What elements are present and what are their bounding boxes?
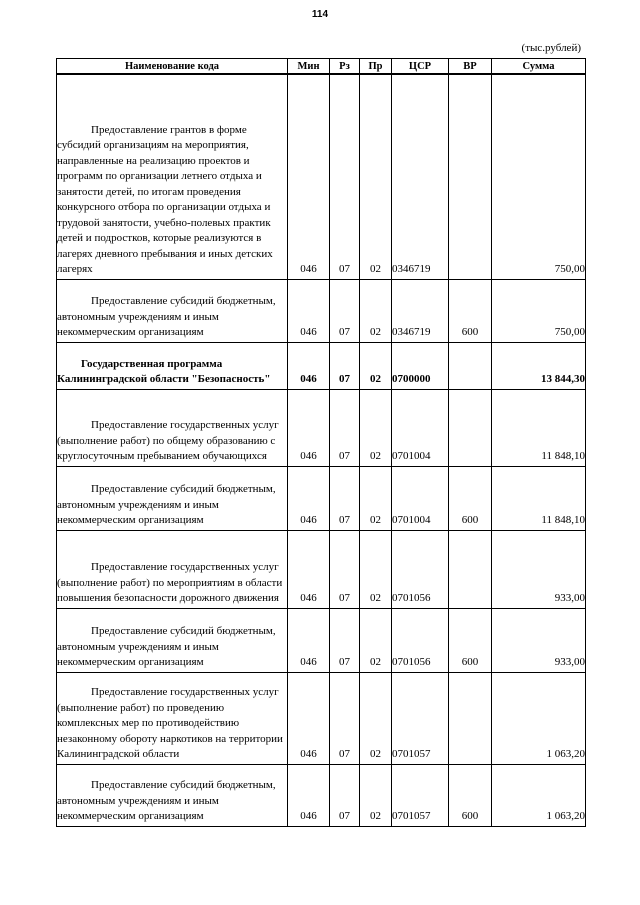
table-row [57, 672, 586, 764]
row-rz: 07 [330, 342, 360, 389]
table-row [57, 764, 586, 826]
row-rz: 07 [330, 389, 360, 466]
row-vr [449, 342, 492, 389]
table-row-program [57, 342, 586, 389]
row-vr: 600 [449, 466, 492, 530]
row-name-text: Предоставление субсидий бюджетным, автономным учреждениям и иным некоммерческим организациям [57, 779, 276, 822]
row-name [57, 672, 288, 764]
row-min: 046 [288, 279, 330, 342]
row-pr: 02 [360, 74, 392, 279]
row-min: 046 [288, 74, 330, 279]
table-row [57, 530, 586, 608]
header-vr: ВР [449, 59, 492, 75]
row-pr: 02 [360, 608, 392, 672]
row-name [57, 342, 288, 389]
row-rz: 07 [330, 764, 360, 826]
row-pr: 02 [360, 672, 392, 764]
row-rz: 07 [330, 466, 360, 530]
header-rz: Рз [330, 59, 360, 75]
row-name [57, 466, 288, 530]
row-name-text: Предоставление субсидий бюджетным, автономным учреждениям и иным некоммерческим организациям [57, 295, 276, 338]
table-row [57, 389, 586, 466]
row-name [57, 764, 288, 826]
row-pr: 02 [360, 466, 392, 530]
row-vr [449, 530, 492, 608]
row-vr [449, 74, 492, 279]
table-header-row [57, 59, 586, 75]
row-name [57, 608, 288, 672]
row-min: 046 [288, 466, 330, 530]
row-vr [449, 389, 492, 466]
row-sum: 1 063,20 [492, 672, 586, 764]
row-pr: 02 [360, 279, 392, 342]
row-name-text: Предоставление субсидий бюджетным, автономным учреждениям и иным некоммерческим организациям [57, 625, 276, 668]
header-sum: Сумма [492, 59, 586, 75]
row-name [57, 279, 288, 342]
row-sum: 1 063,20 [492, 764, 586, 826]
row-pr: 02 [360, 764, 392, 826]
row-sum: 11 848,10 [492, 389, 586, 466]
row-name-text: Предоставление государственных услуг (выполнение работ) по мероприятиям в области повышения безопасности дорожного движения [57, 561, 283, 604]
row-name [57, 74, 288, 279]
row-vr: 600 [449, 608, 492, 672]
row-name-text: Предоставление государственных услуг (выполнение работ) по общему образованию с круглосуточным пребыванием обучающихся [57, 419, 279, 462]
row-vr: 600 [449, 279, 492, 342]
row-sum: 933,00 [492, 608, 586, 672]
page-number: 114 [311, 9, 329, 20]
row-min: 046 [288, 530, 330, 608]
header-min: Мин [288, 59, 330, 75]
row-name-text: Предоставление государственных услуг (выполнение работ) по проведению комплексных мер по противодействию незаконному обороту наркотиков на территории Калининградской области [57, 686, 283, 760]
row-pr: 02 [360, 389, 392, 466]
row-name-text: Предоставление грантов в форме субсидий организациям на мероприятия, направленные на реализацию проектов и программ по организации летнего отдыха и занятости детей, по итогам проведения конкурсного отбора по организации отдыха и трудовой занятости, учебно-полевых практик детей и подростков, которые реализуются в лагерях дневного пребывания и иных детских лагерях [57, 123, 273, 275]
header-name: Наименование кода [57, 59, 288, 75]
table-row [57, 608, 586, 672]
units-label: (тыс.рублей) [521, 42, 581, 54]
budget-table [56, 58, 586, 827]
row-name [57, 530, 288, 608]
row-min: 046 [288, 389, 330, 466]
table-row [57, 466, 586, 530]
row-rz: 07 [330, 608, 360, 672]
row-sum: 933,00 [492, 530, 586, 608]
row-sum: 750,00 [492, 279, 586, 342]
row-min: 046 [288, 764, 330, 826]
row-rz: 07 [330, 74, 360, 279]
row-sum: 11 848,10 [492, 466, 586, 530]
row-sum: 750,00 [492, 74, 586, 279]
table-row [57, 74, 586, 279]
row-csr: 0701056 [392, 530, 449, 608]
row-csr: 0701057 [392, 672, 449, 764]
row-name-text: Государственная программа Калининградской области "Безопасность" [57, 357, 271, 385]
row-pr: 02 [360, 342, 392, 389]
row-csr: 0346719 [392, 74, 449, 279]
row-min: 046 [288, 608, 330, 672]
row-pr: 02 [360, 530, 392, 608]
row-csr: 0701004 [392, 389, 449, 466]
row-vr [449, 672, 492, 764]
row-csr: 0346719 [392, 279, 449, 342]
row-min: 046 [288, 342, 330, 389]
row-sum: 13 844,30 [492, 342, 586, 389]
row-rz: 07 [330, 672, 360, 764]
header-csr: ЦСР [392, 59, 449, 75]
row-rz: 07 [330, 530, 360, 608]
table-row [57, 279, 586, 342]
row-name-text: Предоставление субсидий бюджетным, автономным учреждениям и иным некоммерческим организациям [57, 483, 276, 526]
row-rz: 07 [330, 279, 360, 342]
row-csr: 0700000 [392, 342, 449, 389]
row-name [57, 389, 288, 466]
row-csr: 0701004 [392, 466, 449, 530]
header-pr: Пр [360, 59, 392, 75]
row-csr: 0701057 [392, 764, 449, 826]
row-csr: 0701056 [392, 608, 449, 672]
row-min: 046 [288, 672, 330, 764]
row-vr: 600 [449, 764, 492, 826]
